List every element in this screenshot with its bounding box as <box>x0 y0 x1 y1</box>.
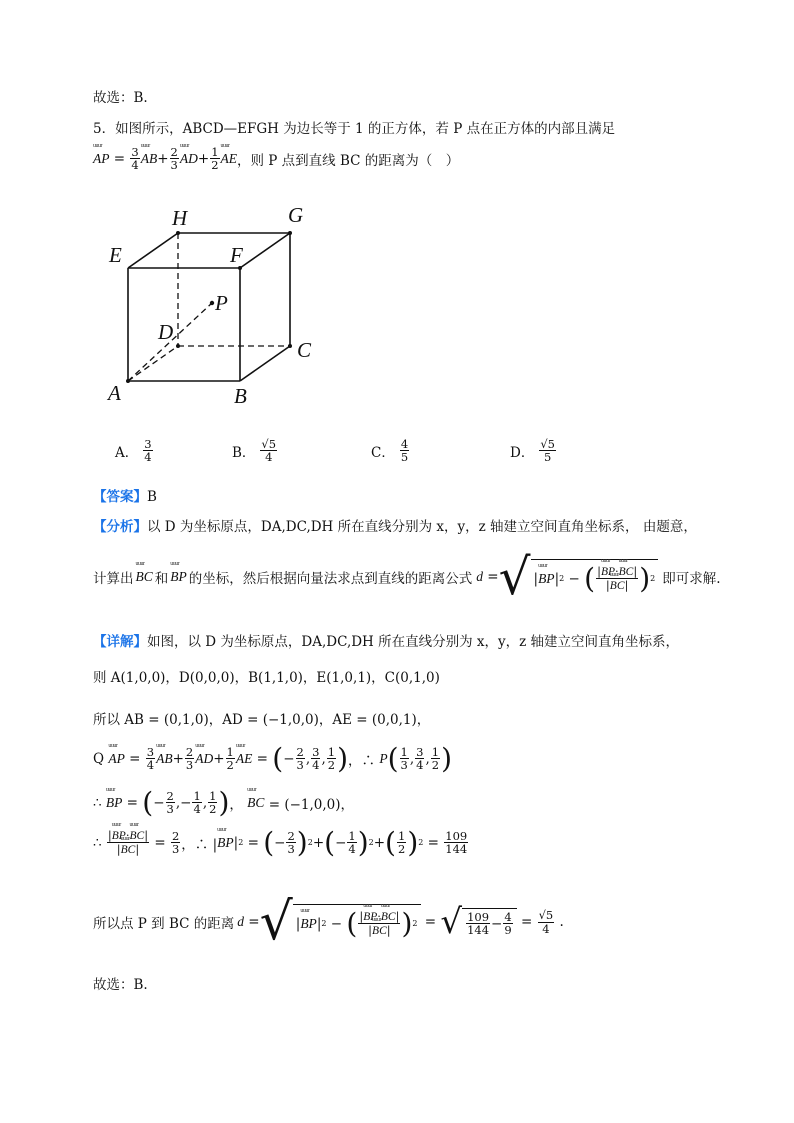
option-b[interactable] <box>232 438 278 463</box>
question-line1 <box>93 117 615 137</box>
label-C: C <box>297 338 312 362</box>
option-a-letter: A． <box>115 444 139 461</box>
detail-line2: 则 A(1,0,0)，D(0,0,0)，B(1,1,0)，E(1,0,1)，C(0,1,0) <box>93 670 440 686</box>
label-E: E <box>109 243 122 267</box>
final-choice: 故选：B. <box>93 977 148 993</box>
option-c-num: 4 <box>400 437 409 451</box>
option-c[interactable] <box>371 438 410 463</box>
option-a-den: 4 <box>144 450 152 465</box>
edge-FG <box>240 233 290 268</box>
option-d-num: √5 <box>540 437 555 451</box>
vertex-A <box>126 379 130 383</box>
label-H: H <box>172 206 188 230</box>
question-line2 <box>93 146 459 171</box>
option-a[interactable] <box>115 438 154 463</box>
detail-line7-text: 所以点 P 到 BC 的距离 <box>93 916 235 932</box>
detail-text1: 如图，以 D 为坐标原点，DA,DC,DH 所在直线分别为 x，y，z 轴建立空间直角坐标系， <box>147 634 680 650</box>
label-F: F <box>230 243 243 267</box>
answer-line <box>93 485 157 505</box>
detail-line7: 所以点 P 到 BC 的距离 d = √ | uuur BP | 2 − ( $\frac{\text{|uuur BP·uuur BC|}}{\text{|uuur BC|}}$ ) 2 = √ $\frac{109}{144}$ − $\frac{4}{9}$ = $\frac{√5}{4}$ . <box>93 896 564 948</box>
option-b-num: √5 <box>261 437 277 451</box>
detail-line6: ∴ $\frac{\text{|uuur BP·uuur BC|}}{\text{|uuur BC|}}$ = $\frac{2}{3}$ ，∴ | uuur BP | 2 = ( − $\frac{2}{3}$ ) 2 + ( − $\frac{1}{4}$ ) 2 + ( $\frac{1}{2}$ ) 2 = $\frac{109}{144}$ <box>93 826 469 859</box>
detail-line4: Q uuur AP = $\frac{3}{4}$ uuur AB + $\frac{2}{3}$ uuur AD + $\frac{1}{2}$ uuur AE = ( − $\frac{2}{3}$ , $\frac{3}{4}$ , $\frac{1}{2}$ ) ，∴ P ( $\frac{1}{3}$ , $\frac{3}{4}$ , $\frac{1}{2}$ ) <box>93 742 452 775</box>
option-c-letter: C． <box>371 444 395 461</box>
label-B: B <box>234 384 247 408</box>
detail-line3: 所以 AB = (0,1,0)，AD = (−1,0,0)，AE = (0,0,1)， <box>93 712 431 728</box>
label-D: D <box>158 320 174 344</box>
analysis-pre: 计算出 <box>93 571 134 587</box>
vertex-H <box>176 231 180 235</box>
analysis-tag: 【分析】 <box>93 519 147 535</box>
cube-figure <box>100 200 330 410</box>
label-A: A <box>108 381 121 405</box>
question-number: 5． <box>93 121 116 137</box>
edge-AD <box>128 346 178 381</box>
detail-tag: 【详解】 <box>93 634 147 650</box>
analysis-line1 <box>93 515 697 535</box>
label-G: G <box>288 203 304 227</box>
option-b-letter: B． <box>232 444 256 461</box>
analysis-post: 即可求解. <box>662 571 721 587</box>
answer-tag: 【答案】 <box>93 489 147 505</box>
question-text-tail: ，则 P 点到直线 BC 的距离为（ ） <box>237 152 460 169</box>
analysis-mid: 的坐标，然后根据向量法求点到直线的距离公式 <box>188 571 473 587</box>
vertex-D <box>176 344 180 348</box>
option-c-den: 5 <box>400 450 409 465</box>
vertex-G <box>288 231 292 235</box>
question-text: 如图所示，ABCD—EFGH 为边长等于 1 的正方体，若 P 点在正方体的内部且满足 <box>115 121 616 137</box>
option-d-den: 5 <box>543 450 552 465</box>
option-d-letter: D． <box>510 444 535 461</box>
prev-choice: 故选：B. <box>93 90 148 106</box>
question-formula: uuur AP = $\frac{3}{4}$ uuur AB + $\frac{2}{3}$ uuur AD + $\frac{1}{2}$ uuur AE <box>93 146 237 171</box>
option-b-den: 4 <box>265 450 273 465</box>
analysis-text1: 以 D 为坐标原点，DA,DC,DH 所在直线分别为 x，y，z 轴建立空间直角坐标系， 由题意， <box>147 519 697 535</box>
edge-BC <box>240 346 290 381</box>
analysis-line2: 计算出 uuur BC 和 uuur BP 的坐标，然后根据向量法求点到直线的距离公式 d = √ | uuur BP | 2 − ( $\frac{\text{|uuur BP·uuur BC|}}{\text{|uuur BC|}}$ ) 2 即可求解. <box>93 552 721 602</box>
option-d[interactable] <box>510 438 557 463</box>
detail-line5: ∴ uuur BP = ( − $\frac{2}{3}$ ,− $\frac{1}{4}$ , $\frac{1}{2}$ ) ， uuur BC = (−1,0,0)， <box>93 786 354 819</box>
distance-formula: √ | uuur BP | 2 − ( $\frac{\text{|uuur BP·uuur BC|}}{\text{|uuur BC|}}$ ) 2 <box>499 552 659 602</box>
point-P <box>210 301 214 305</box>
option-a-num: 3 <box>144 437 152 451</box>
answer-value: B <box>147 489 157 505</box>
detail-line1 <box>93 630 679 650</box>
edge-EH <box>128 233 178 268</box>
label-P: P <box>215 291 228 315</box>
vertex-C <box>288 344 292 348</box>
